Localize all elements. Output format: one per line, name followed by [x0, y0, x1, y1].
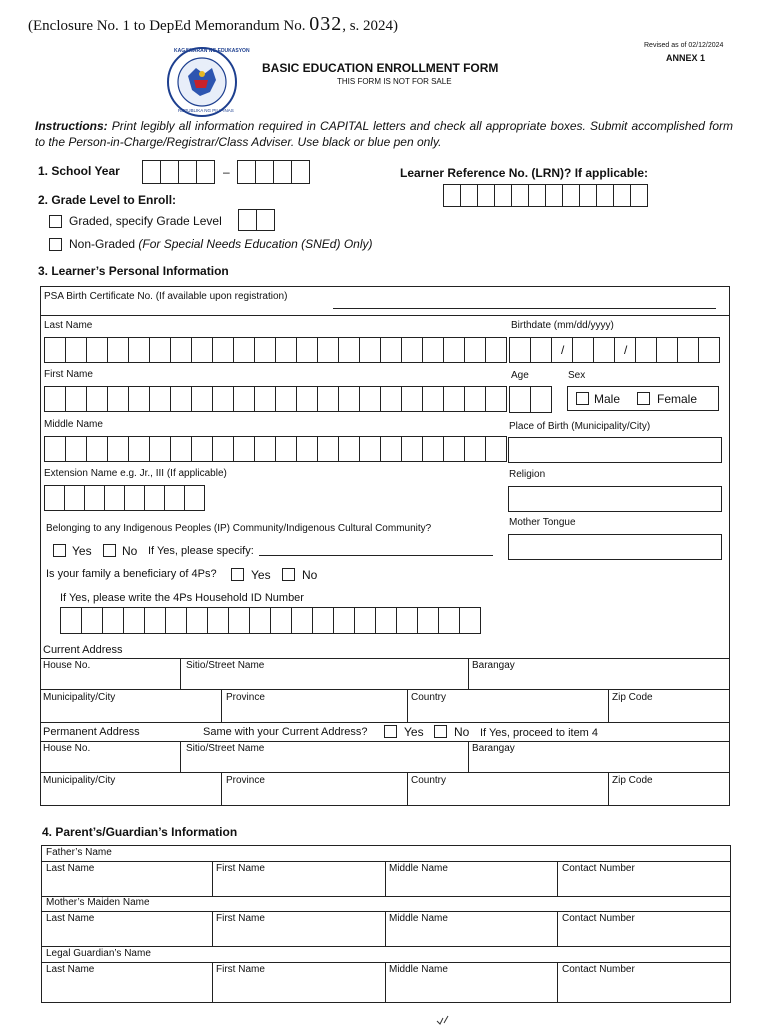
mother-v2 [385, 911, 386, 946]
current-municipality-label: Municipality/City [43, 692, 116, 703]
father-last-label: Last Name [46, 863, 95, 874]
perm-zip-label: Zip Code [612, 775, 653, 786]
birthdate-slash-2: / [624, 343, 628, 357]
nongraded-label: Non-Graded [69, 237, 136, 251]
fourps-id-label: If Yes, please write the 4Ps Household ID Number [60, 592, 304, 604]
age-label: Age [511, 370, 529, 381]
place-of-birth-label: Place of Birth (Municipality/City) [509, 421, 651, 432]
graded-checkbox[interactable] [49, 215, 62, 228]
guardian-v2 [385, 962, 386, 1003]
nongraded-note: (For Special Needs Education (SNEd) Only) [138, 237, 373, 251]
revised-date: Revised as of 02/12/2024 [644, 42, 724, 49]
guardian-v1 [212, 962, 213, 1003]
current-addr-v2 [468, 658, 469, 689]
perm-municipality-label: Municipality/City [43, 775, 116, 786]
perm-addr-v5 [608, 772, 609, 805]
fourps-id-cells[interactable] [60, 607, 480, 634]
male-checkbox[interactable] [576, 392, 589, 405]
seal-bottom-text: REPUBLIKA NG PILIPINAS [178, 108, 234, 113]
mother-contact-label: Contact Number [562, 913, 635, 924]
last-name-label: Last Name [44, 320, 93, 331]
guardian-last-label: Last Name [46, 964, 95, 975]
mother-middle-label: Middle Name [389, 913, 448, 924]
perm-addr-v2 [468, 741, 469, 772]
religion-field[interactable] [508, 486, 722, 512]
enclosure-line [28, 13, 398, 36]
perm-addr-top [40, 741, 730, 742]
guardian-first-label: First Name [216, 964, 265, 975]
mother-v3 [557, 911, 558, 946]
perm-addr-v4 [407, 772, 408, 805]
current-address-label: Current Address [43, 644, 123, 656]
instructions-text: Print legibly all information required in CAPITAL letters and check all appropriate boxes. Submit accomplished form to the Person-in-Charge/Registrar/Class Adviser. Use black or blue pen only. [35, 119, 733, 149]
same-yes-checkbox[interactable] [384, 725, 397, 738]
current-addr-mid [40, 689, 730, 690]
father-first-label: First Name [216, 863, 265, 874]
birthdate-label: Birthdate (mm/dd/yyyy) [511, 320, 614, 331]
father-middle-label: Middle Name [389, 863, 448, 874]
age-cells[interactable] [509, 386, 551, 413]
fourps-question: Is your family a beneficiary of 4Ps? [46, 568, 217, 580]
seal-top-text: KAGAWARAN NG EDUKASYON [174, 48, 250, 54]
section4-title: 4. Parent’s/Guardian’s Information [42, 825, 238, 839]
school-year-dash: – [223, 165, 230, 179]
ip-no-checkbox[interactable] [103, 544, 116, 557]
perm-province-label: Province [226, 775, 265, 786]
guardian-v3 [557, 962, 558, 1003]
instructions-label: Instructions: [35, 119, 108, 133]
guardian-top [41, 962, 731, 963]
ip-yes-checkbox[interactable] [53, 544, 66, 557]
mother-tongue-field[interactable] [508, 534, 722, 560]
sex-label: Sex [568, 370, 586, 381]
ip-yes-label: Yes [72, 544, 92, 558]
fourps-no-checkbox[interactable] [282, 568, 295, 581]
current-street-label: Sitio/Street Name [186, 660, 265, 671]
perm-street-label: Sitio/Street Name [186, 743, 265, 754]
enclosure-text: (Enclosure No. 1 to DepEd Memorandum No. [28, 18, 306, 34]
current-barangay-label: Barangay [472, 660, 515, 671]
psa-label: PSA Birth Certificate No. (If available upon registration) [44, 291, 288, 302]
guardian-contact-label: Contact Number [562, 964, 635, 975]
current-house-no-label: House No. [43, 660, 91, 671]
father-v1 [212, 861, 213, 896]
mother-v1 [212, 911, 213, 946]
series-text: , s. 2024) [342, 18, 399, 34]
perm-country-label: Country [411, 775, 447, 786]
lrn-cells[interactable] [443, 184, 647, 207]
ip-specify-label: If Yes, please specify: [148, 545, 254, 557]
extension-cells[interactable] [44, 485, 204, 511]
proceed-note: If Yes, proceed to item 4 [480, 727, 599, 739]
current-addr-v4 [407, 689, 408, 722]
father-label: Father’s Name [46, 847, 112, 858]
psa-line[interactable] [333, 308, 716, 309]
section3-title: 3. Learner’s Personal Information [38, 264, 229, 278]
guardian-label: Legal Guardian’s Name [46, 948, 151, 959]
page-mark [436, 1012, 450, 1022]
current-addr-v5 [608, 689, 609, 722]
father-contact-label: Contact Number [562, 863, 635, 874]
current-province-label: Province [226, 692, 265, 703]
male-label: Male [594, 392, 621, 406]
instructions [35, 118, 733, 150]
religion-label: Religion [509, 469, 546, 480]
mother-last-label: Last Name [46, 913, 95, 924]
school-year-start-cells[interactable] [142, 160, 214, 184]
birthdate-slash-1: / [561, 343, 565, 357]
psa-divider [40, 315, 730, 316]
mother-top [41, 911, 731, 912]
grade-level-cells[interactable] [238, 209, 274, 231]
graded-label: Graded, specify Grade Level [69, 214, 222, 228]
guardian-middle-label: Middle Name [389, 964, 448, 975]
fourps-no-label: No [302, 568, 318, 582]
current-addr-v3 [221, 689, 222, 722]
lrn-label: Learner Reference No. (LRN)? If applicable: [400, 166, 649, 180]
perm-house-no-label: House No. [43, 743, 91, 754]
fourps-yes-checkbox[interactable] [231, 568, 244, 581]
perm-addr-mid [40, 772, 730, 773]
female-label: Female [657, 392, 698, 406]
annex-label: ANNEX 1 [666, 53, 706, 63]
form-subtitle: THIS FORM IS NOT FOR SALE [337, 77, 452, 86]
nongraded-line [69, 237, 372, 251]
mother-bottom [41, 946, 731, 947]
mother-label: Mother’s Maiden Name [46, 897, 150, 908]
ip-specify-line[interactable] [259, 555, 493, 556]
perm-addr-v1 [180, 741, 181, 772]
middle-name-label: Middle Name [44, 419, 103, 430]
father-v3 [557, 861, 558, 896]
mother-first-label: First Name [216, 913, 265, 924]
birthdate-cells[interactable] [509, 337, 719, 363]
form-title: BASIC EDUCATION ENROLLMENT FORM [262, 61, 499, 75]
ip-no-label: No [122, 544, 138, 558]
same-no-checkbox[interactable] [434, 725, 447, 738]
fourps-yes-label: Yes [251, 568, 271, 582]
current-addr-top [40, 658, 730, 659]
first-name-label: First Name [44, 369, 93, 380]
deped-seal [160, 46, 250, 118]
grade-level-label: 2. Grade Level to Enroll: [38, 193, 177, 207]
place-of-birth-field[interactable] [508, 437, 722, 463]
current-addr-bottom [40, 722, 730, 723]
school-year-end-cells[interactable] [237, 160, 309, 184]
nongraded-checkbox[interactable] [49, 238, 62, 251]
ip-question: Belonging to any Indigenous Peoples (IP) Community/Indigenous Cultural Community? [46, 523, 432, 534]
same-address-question: Same with your Current Address? [203, 726, 368, 738]
middle-name-cells[interactable] [44, 436, 506, 462]
extension-label: Extension Name e.g. Jr., III (If applicable) [44, 468, 227, 479]
mother-tongue-label: Mother Tongue [509, 517, 576, 528]
last-name-cells[interactable] [44, 337, 506, 363]
father-top [41, 861, 731, 862]
same-yes-label: Yes [404, 725, 424, 739]
school-year-label: 1. School Year [38, 164, 120, 178]
first-name-cells[interactable] [44, 386, 506, 412]
perm-addr-v3 [221, 772, 222, 805]
same-no-label: No [454, 725, 470, 739]
current-zip-label: Zip Code [612, 692, 653, 703]
permanent-address-label: Permanent Address [43, 726, 140, 738]
female-checkbox[interactable] [637, 392, 650, 405]
father-v2 [385, 861, 386, 896]
perm-barangay-label: Barangay [472, 743, 515, 754]
memo-number: 032 [309, 13, 343, 35]
current-country-label: Country [411, 692, 447, 703]
current-addr-v1 [180, 658, 181, 689]
